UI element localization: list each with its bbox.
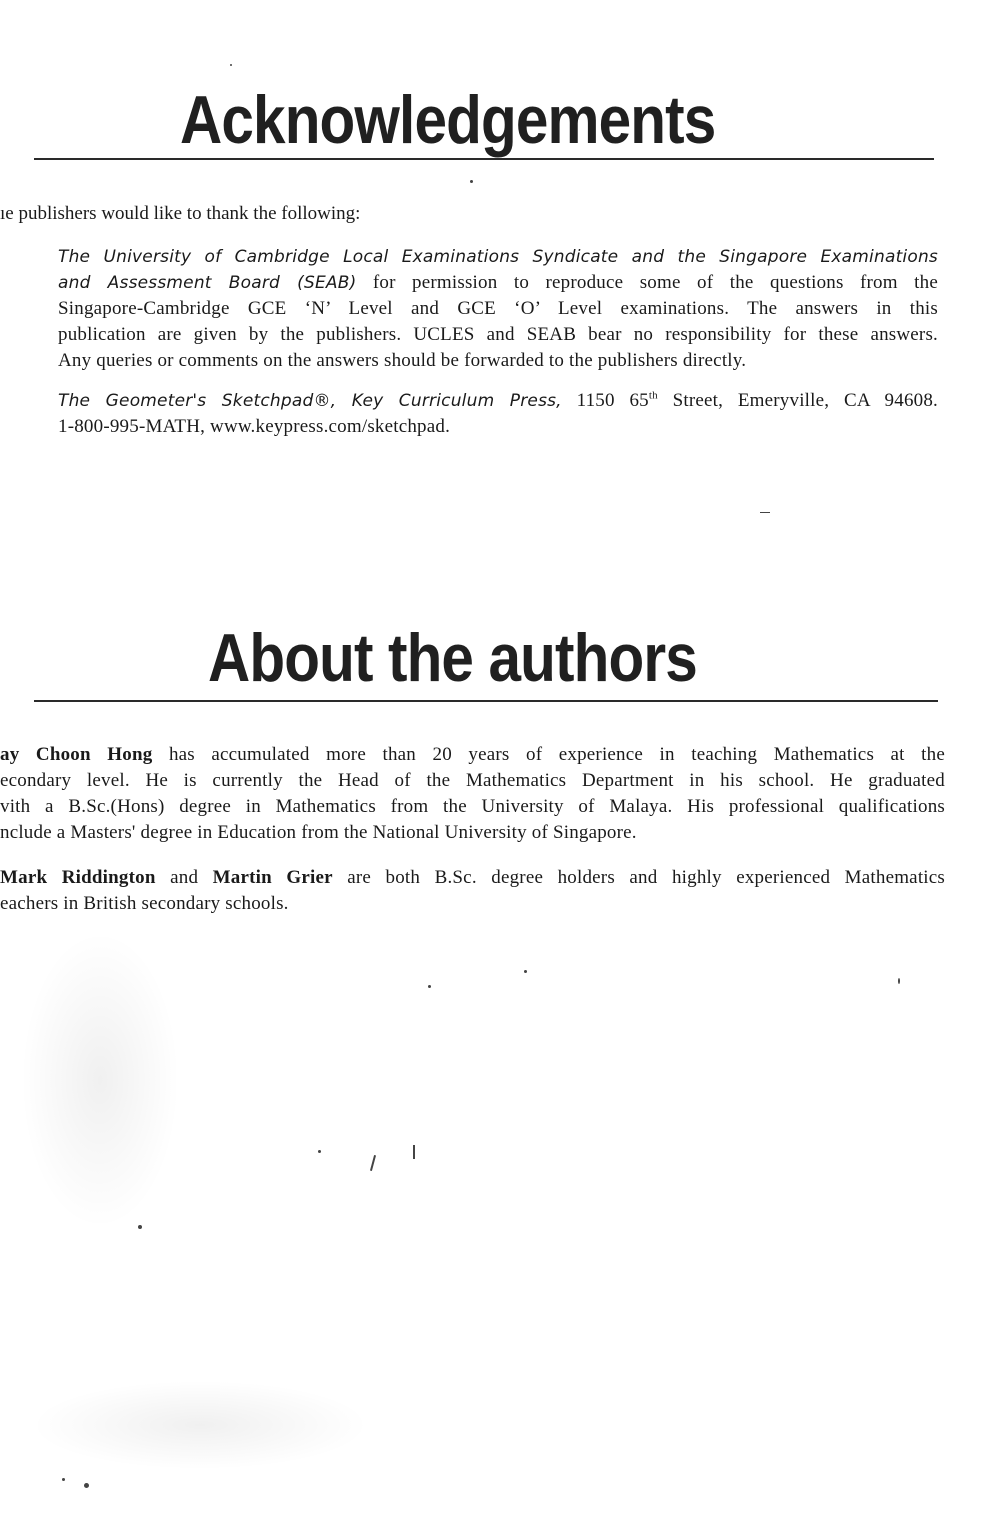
author-bio-line: nclude a Masters' degree in Education from the National University of Singapore. xyxy=(0,822,637,843)
scan-speck xyxy=(370,1155,376,1171)
author-bio-line: econdary level. He is currently the Head of the Mathematics Department in his school. He graduated xyxy=(0,770,945,791)
acknowledgement-line xyxy=(58,244,938,270)
acknowledgement-line: Singapore-Cambridge GCE ‘N’ Level and GCE ‘O’ Level examinations. The answers in this xyxy=(58,298,938,319)
about-authors-heading: About the authors xyxy=(208,620,697,696)
acknowledgement-text: for permission to reproduce some of the questions from the xyxy=(356,272,938,293)
acknowledgement-entry-sketchpad xyxy=(58,388,938,440)
scan-speck xyxy=(84,1483,89,1488)
acknowledgement-line: Any queries or comments on the answers should be forwarded to the publishers directly. xyxy=(58,350,747,371)
acknowledgements-intro: ıe publishers would like to thank the following: xyxy=(0,203,361,224)
acknowledgement-line xyxy=(58,388,938,414)
author-name: Martin Grier xyxy=(212,867,333,888)
scan-speck xyxy=(62,1478,65,1481)
acknowledgement-address xyxy=(562,390,938,411)
acknowledgements-divider xyxy=(34,158,934,160)
author-bio-line xyxy=(0,865,945,891)
author-bio-line: vith a B.Sc.(Hons) degree in Mathematics from the University of Malaya. His professional qualifications xyxy=(0,796,945,817)
author-bio-line: eachers in British secondary schools. xyxy=(0,893,289,914)
acknowledgement-line xyxy=(58,270,938,296)
scan-speck xyxy=(138,1225,142,1229)
scan-smudge xyxy=(20,930,180,1230)
scan-speck xyxy=(413,1145,415,1159)
scan-speck xyxy=(428,985,431,988)
author-joiner: and xyxy=(155,867,213,888)
scan-speck xyxy=(760,512,770,513)
scan-smudge xyxy=(30,1380,370,1470)
scan-speck xyxy=(230,64,232,66)
about-authors-divider xyxy=(34,700,938,702)
acknowledgements-heading: Acknowledgements xyxy=(180,82,716,158)
author-name: Mark Riddington xyxy=(0,867,156,888)
author-name: ay Choon Hong xyxy=(0,744,153,765)
author-bio-riddington-grier xyxy=(0,865,945,917)
scan-speck xyxy=(524,970,527,973)
address-number: 1150 65 xyxy=(561,390,649,411)
scan-speck xyxy=(318,1150,321,1153)
acknowledgement-entry-ucles-seab xyxy=(58,244,938,374)
address-street: Street, Emeryville, CA 94608. xyxy=(657,390,938,411)
scan-speck xyxy=(898,978,900,984)
acknowledgement-line: publication are given by the publishers. UCLES and SEAB bear no responsibility for these answers. xyxy=(58,324,938,345)
author-bio-text: has accumulated more than 20 years of experience in teaching Mathematics at the xyxy=(152,744,945,765)
author-bio-line xyxy=(0,742,945,768)
acknowledgement-organisation: The University of Cambridge Local Examinations Syndicate and the Singapore Examinations xyxy=(58,247,938,267)
author-bio-tay-choon-hong xyxy=(0,742,945,846)
acknowledgement-contact: 1-800-995-MATH, www.keypress.com/sketchpad. xyxy=(58,416,451,437)
acknowledgement-organisation: and Assessment Board (SEAB) xyxy=(58,273,357,293)
address-ordinal: th xyxy=(648,389,658,402)
scan-speck xyxy=(470,180,473,183)
author-bio-text: are both B.Sc. degree holders and highly experienced Mathematics xyxy=(332,867,945,888)
acknowledgement-product: The Geometer's Sketchpad®, Key Curriculum Press, xyxy=(58,391,562,411)
